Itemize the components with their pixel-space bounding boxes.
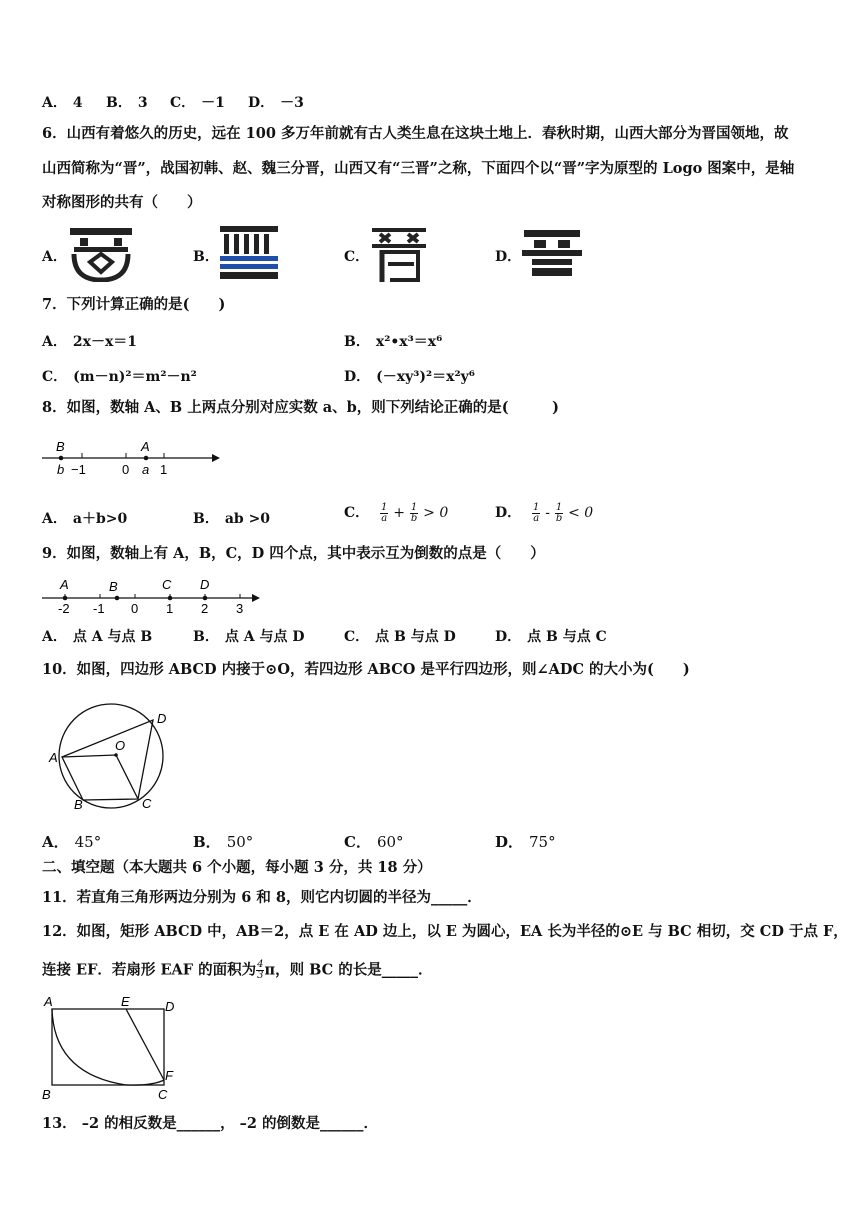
fraction-numerator: 1 [410, 501, 418, 513]
axis-point-label-d: D [200, 577, 210, 592]
q7-option-c[interactable] [42, 366, 197, 386]
option-tail: > 0 [423, 505, 449, 521]
option-label: D． [495, 629, 522, 645]
axis-point-label-a: A [141, 439, 150, 454]
q12-line2-post: π，则 BC 的长是_____． [264, 961, 433, 979]
q9-stem: 9．如图，数轴上有 A，B，C，D 四个点，其中表示互为倒数的点是（ ） [42, 545, 545, 562]
q9-option-c[interactable] [344, 626, 456, 646]
option-label: D． [495, 833, 524, 851]
option-text: 点 A 与点 B [72, 629, 153, 645]
option-label: C． [42, 369, 68, 385]
q8-stem: 8．如图，数轴 A、B 上两点分别对应实数 a、b，则下列结论正确的是( ) [42, 399, 559, 416]
axis-point-label-a: A [60, 577, 69, 592]
option-label: B． [344, 334, 370, 350]
jin-logo-d-icon [520, 228, 584, 280]
q7-option-a[interactable] [42, 331, 137, 351]
q9-option-b[interactable] [193, 626, 304, 646]
figure-label-c: C [142, 796, 152, 811]
axis-point-label-b: B [56, 439, 65, 454]
fraction-numerator: 1 [533, 501, 540, 513]
option-label: A． [42, 95, 67, 111]
figure-label-d: D [165, 999, 175, 1014]
option-text: x²•x³＝x⁶ [375, 334, 443, 350]
q10-option-d[interactable] [495, 831, 556, 852]
fraction-denominator: 3 [257, 970, 264, 981]
figure-label-c: C [158, 1087, 168, 1102]
option-label: C． [344, 505, 370, 521]
option-text: 45° [74, 833, 102, 851]
q5-option-c[interactable] [170, 92, 225, 112]
option-text: 2x－x＝1 [72, 334, 138, 350]
option-text: －3 [280, 95, 304, 111]
option-label: A． [42, 629, 67, 645]
q8-number-line [40, 436, 222, 478]
jin-logo-a-icon [68, 226, 134, 282]
axis-value-label-a: a [142, 462, 150, 477]
fraction [410, 503, 418, 524]
option-text: 点 B 与点 C [527, 629, 607, 645]
q5-option-b[interactable] [106, 92, 148, 112]
q9-number-line [40, 576, 262, 616]
axis-tick-label: 3 [236, 601, 244, 616]
q10-stem: 10．如图，四边形 ABCD 内接于⊙O，若四边形 ABCO 是平行四边形，则∠ADC 的大小为( ) [42, 661, 690, 678]
option-label: A． [42, 833, 69, 851]
option-text: 60° [376, 833, 404, 851]
figure-label-a: A [44, 994, 53, 1009]
operator: + [393, 505, 406, 521]
axis-tick-label: 1 [160, 462, 168, 477]
axis-tick-label: 0 [131, 601, 139, 616]
fraction-numerator: 1 [381, 501, 388, 513]
axis-value-label-b: b [57, 462, 65, 477]
option-text: 3 [137, 95, 148, 111]
axis-point-label-b: B [109, 579, 118, 594]
option-text: a＋b>0 [72, 511, 128, 527]
q7-stem: 7．下列计算正确的是( ) [42, 296, 226, 313]
axis-tick-label: −1 [71, 462, 86, 477]
option-text: 点 A 与点 D [224, 629, 305, 645]
axis-tick-label: 1 [166, 601, 174, 616]
axis-tick-label: -1 [93, 601, 105, 616]
figure-label-d: D [157, 711, 167, 726]
q6-option-d-label[interactable]: D． [495, 249, 522, 265]
fraction-denominator: b [410, 512, 418, 524]
option-label: A． [42, 334, 67, 350]
option-text: ab >0 [224, 511, 271, 527]
q5-option-d[interactable] [248, 92, 304, 112]
option-label: B． [106, 95, 132, 111]
q10-option-c[interactable] [344, 831, 404, 852]
fraction-numerator: 1 [555, 501, 563, 513]
option-text: 4 [72, 95, 83, 111]
q6-option-b-label[interactable]: B． [193, 249, 219, 265]
axis-tick-label: 2 [201, 601, 209, 616]
q8-option-a[interactable] [42, 508, 127, 528]
figure-label-e: E [121, 994, 130, 1009]
q11-stem: 11．若直角三角形两边分别为 6 和 8，则它内切圆的半径为_____． [42, 889, 482, 906]
q6-option-c-label[interactable]: C． [344, 249, 370, 265]
q12-line2-pre: 连接 EF．若扇形 EAF 的面积为 [42, 961, 257, 979]
q6-stem-line-2: 山西简称为“晋”，战国初韩、赵、魏三分晋，山西又有“三晋”之称，下面四个以“晋”字为原型的 Logo 图案中，是轴 [42, 160, 795, 177]
q13-stem: 13． –2 的相反数是______， –2 的倒数是______． [42, 1115, 379, 1132]
option-label: B． [193, 511, 219, 527]
figure-label-a: A [49, 750, 58, 765]
figure-label-f: F [165, 1068, 173, 1083]
option-label: D． [495, 505, 522, 521]
q9-option-d[interactable] [495, 626, 607, 646]
q12-stem-line-2 [42, 960, 433, 981]
option-label: C． [170, 95, 196, 111]
axis-tick-label: -2 [58, 601, 70, 616]
q8-option-b[interactable] [193, 508, 270, 528]
q8-option-d[interactable] [495, 502, 593, 524]
fraction [555, 503, 563, 524]
option-tail: < 0 [568, 505, 594, 521]
option-label: A． [42, 511, 67, 527]
q12-stem-line-1: 12．如图，矩形 ABCD 中，AB＝2，点 E 在 AD 边上，以 E 为圆心，EA 长为半径的⊙E 与 BC 相切，交 CD 于点 F， [42, 923, 848, 940]
axis-point-label-c: C [162, 577, 172, 592]
jin-logo-b-icon [218, 224, 280, 282]
option-text: (－xy³)²＝x²y⁶ [376, 369, 475, 385]
q12-rectangle-figure [40, 994, 186, 1102]
option-label: D． [344, 369, 371, 385]
axis-tick-label: 0 [122, 462, 130, 477]
option-text: 75° [529, 833, 556, 851]
fraction-denominator: b [555, 512, 563, 524]
jin-logo-c-icon [368, 224, 430, 284]
option-label: B． [193, 629, 219, 645]
q10-option-a[interactable] [42, 831, 101, 852]
figure-label-o: O [115, 738, 126, 753]
option-text: －1 [201, 95, 225, 111]
option-label: B． [193, 833, 221, 851]
q5-option-a[interactable] [42, 92, 83, 112]
option-label: C． [344, 629, 370, 645]
section-heading: 二、填空题（本大题共 6 个小题，每小题 3 分，共 18 分） [42, 859, 432, 876]
option-text: (m－n)²＝m²－n² [73, 369, 197, 385]
operator: - [545, 505, 550, 521]
fraction-numerator: 4 [257, 959, 264, 970]
fraction-denominator: a [533, 512, 540, 524]
q6-option-a-label[interactable]: A． [42, 249, 67, 265]
fraction [380, 503, 388, 524]
q6-stem-line-3: 对称图形的共有（ ） [42, 194, 202, 211]
fraction [532, 503, 540, 524]
q7-option-d[interactable] [344, 366, 475, 386]
q10-circle-figure [44, 696, 178, 816]
option-text: 点 B 与点 D [375, 629, 456, 645]
option-label: C． [344, 833, 371, 851]
q10-option-b[interactable] [193, 831, 253, 852]
option-text: 50° [226, 833, 254, 851]
q6-stem-line-1: 6．山西有着悠久的历史，远在 100 多万年前就有古人类生息在这块土地上．春秋时期，山西大部分为晋国领地，故 [42, 125, 789, 142]
q8-option-c[interactable] [344, 502, 448, 524]
q9-option-a[interactable] [42, 626, 152, 646]
figure-label-b: B [42, 1087, 51, 1102]
option-label: D． [248, 95, 275, 111]
fraction-denominator: a [381, 512, 388, 524]
q7-option-b[interactable] [344, 331, 442, 351]
figure-label-b: B [74, 797, 83, 812]
